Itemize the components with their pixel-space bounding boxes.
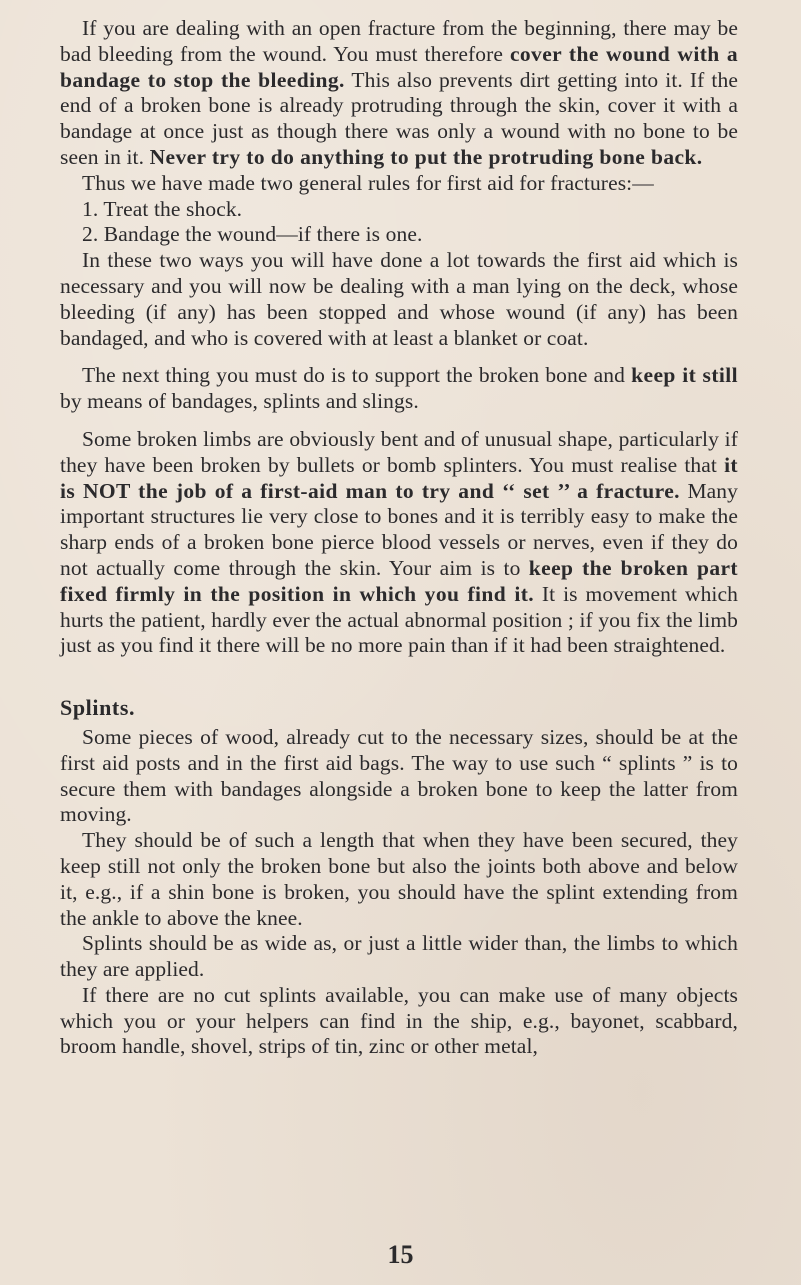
bold-instruction: keep it still <box>631 363 739 388</box>
text-run: If you are dealing with an open fracture from the beginning, there may be bad bleeding from the wound. You must therefore <box>60 16 738 66</box>
bold-warning: it is NOT the job of a first-aid man to try and ‘‘ set ’’ a fracture. <box>60 452 738 503</box>
body-text <box>60 16 738 1060</box>
text-run: The next thing you must do is to support the broken bone and <box>82 363 632 388</box>
section-heading-splints: Splints. <box>60 695 136 721</box>
page-number: 15 <box>387 1240 414 1269</box>
text-run: Some broken limbs are obviously bent and of unusual shape, particularly if they have been broken by bullets or bomb splinters. You must realise that <box>60 426 738 477</box>
paragraph-splint-width: Splints should be as wide as, or just a little wider than, the limbs to which they are applied. <box>60 931 738 982</box>
bold-instruction: cover the wound with a bandage to stop the bleeding. <box>60 41 738 92</box>
paragraph-general-rules: Thus we have made two general rules for first aid for fractures:— <box>82 170 654 195</box>
text-run: It is movement which hurts the patient, hardly ever the actual abnormal position ; if you fix the limb just as you find it there will be no more pain than if it had been straightened. <box>60 581 738 658</box>
paragraph-first-aid-progress: In these two ways you will have done a lot towards the first aid which is necessary and you will now be dealing with a man lying on the deck, whose bleeding (if any) has been stopped and whose wound (if any) has been bandaged, and who is covered with at least a blanket or coat. <box>60 248 738 350</box>
paragraph-splint-length: They should be of such a length that when they have been secured, they keep still not only the broken bone but also the joints both above and below it, e.g., if a shin bone is broken, you should have the splint extending from the ankle to above the knee. <box>60 828 738 930</box>
bold-instruction: keep the broken part fixed firmly in the position in which you find it. <box>60 555 738 606</box>
bold-warning: Never try to do anything to put the protruding bone back. <box>149 144 703 169</box>
rule-item-2: 2. Bandage the wound—if there is one. <box>82 222 423 247</box>
paragraph-open-fracture <box>60 16 738 171</box>
text-run: This also prevents dirt getting into it. If the end of a broken bone is already protruding through the skin, cover it with a bandage at once just as though there was only a wound with no bone to be seen in it. <box>60 67 738 169</box>
paragraph-splint-pieces: Some pieces of wood, already cut to the necessary sizes, should be at the first aid posts and in the first aid bags. The way to use such “ splints ” is to secure them with bandages alongside a broken bone to keep the latter from moving. <box>60 724 738 827</box>
paragraph-broken-limbs <box>60 427 738 659</box>
text-run: by means of bandages, splints and slings. <box>60 389 419 414</box>
rule-item-1: 1. Treat the shock. <box>82 196 243 221</box>
text-run: Many important structures lie very close to bones and it is terribly easy to make the sharp ends of a broken bone pierce blood vessels or nerves, even if they do not actually come through the skin. Your aim is to <box>60 478 738 580</box>
paragraph-improvised-splints: If there are no cut splints available, you can make use of many objects which you or your helpers can find in the ship, e.g., bayonet, scabbard, broom handle, shovel, strips of tin, zinc or other metal, <box>60 982 738 1059</box>
paragraph-support-bone <box>60 363 738 415</box>
